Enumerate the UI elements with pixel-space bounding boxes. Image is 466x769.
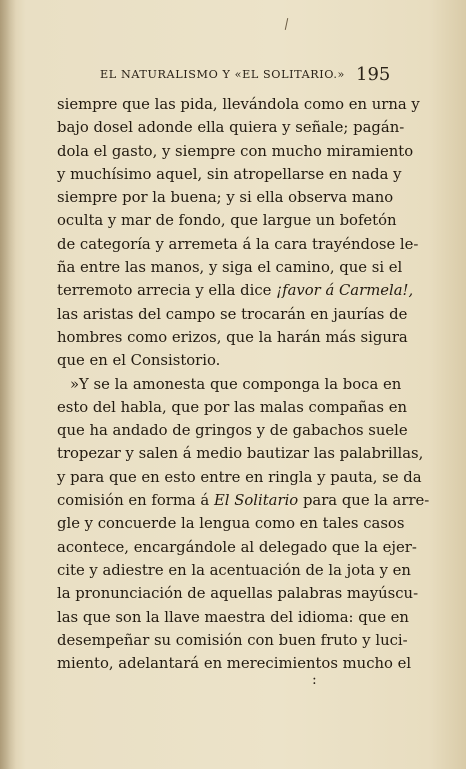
text-line: tropezar y salen á medio bautizar las palabrillas, [57,445,424,463]
text-line: bajo dosel adonde ella quiera y señale; pagán- [57,119,405,137]
text-line: siempre que las pida, llevándola como en urna y [57,96,420,113]
text-line: que ha andado de gringos y de gabachos suele [57,422,408,440]
text-line-part: comisión en forma á [57,492,210,510]
running-title: EL NATURALISMO Y «EL SOLITARIO.» [100,68,346,81]
text-line: dola el gasto, y siempre con mucho miramiento [57,142,414,160]
italic-quote: ¡favor á Carmela!, [276,282,414,300]
text-line: y para que en esto entre en ringla y pauta, se da [57,468,422,486]
text-line: las aristas del campo se trocarán en jaurías de [57,305,408,323]
signature-mark: : [312,672,317,688]
text-line: que en el Consistorio. [57,352,221,370]
text-line: »Y se la amonesta que componga la boca en [70,375,402,393]
running-head [0,64,466,86]
text-line: desempeñar su comisión con buen fruto y luci- [57,631,408,649]
text-line: esto del habla, que por las malas compañas en [57,398,407,416]
text-line-mixed [57,279,414,302]
text-line: de categoría y arremeta á la cara trayéndose le- [57,235,419,253]
text-line: gle y concuerde la lengua como en tales casos [57,515,405,533]
italic-work-title: El Solitario [213,492,299,510]
text-line: siempre por la buena; y si ella observa mano [57,189,394,207]
page-number: 195 [356,64,391,85]
text-line: acontece, encargándole al delegado que la ejer- [57,538,417,556]
text-line-part: terremoto arrecia y ella dice [57,282,272,300]
page-mark-tick [285,18,288,30]
text-line-part: para que la arre- [302,492,430,510]
text-line: la pronunciación de aquellas palabras mayúscu- [57,585,419,603]
gutter-shadow [0,0,16,769]
text-line: las que son la llave maestra del idioma: que en [57,608,409,626]
text-line: oculta y mar de fondo, que largue un bofetón [57,212,397,230]
text-line: miento, adelantará en merecimientos mucho el [57,655,412,673]
text-line-mixed [57,489,430,512]
text-line: ña entre las manos, y siga el camino, que si el [57,259,403,277]
text-line: y muchísimo aquel, sin atropellarse en nada y [57,165,402,183]
body-text [57,93,430,675]
text-line: cite y adiestre en la acentuación de la jota y en [57,561,411,579]
text-line: hombres como erizos, que la harán más sigura [57,328,408,346]
